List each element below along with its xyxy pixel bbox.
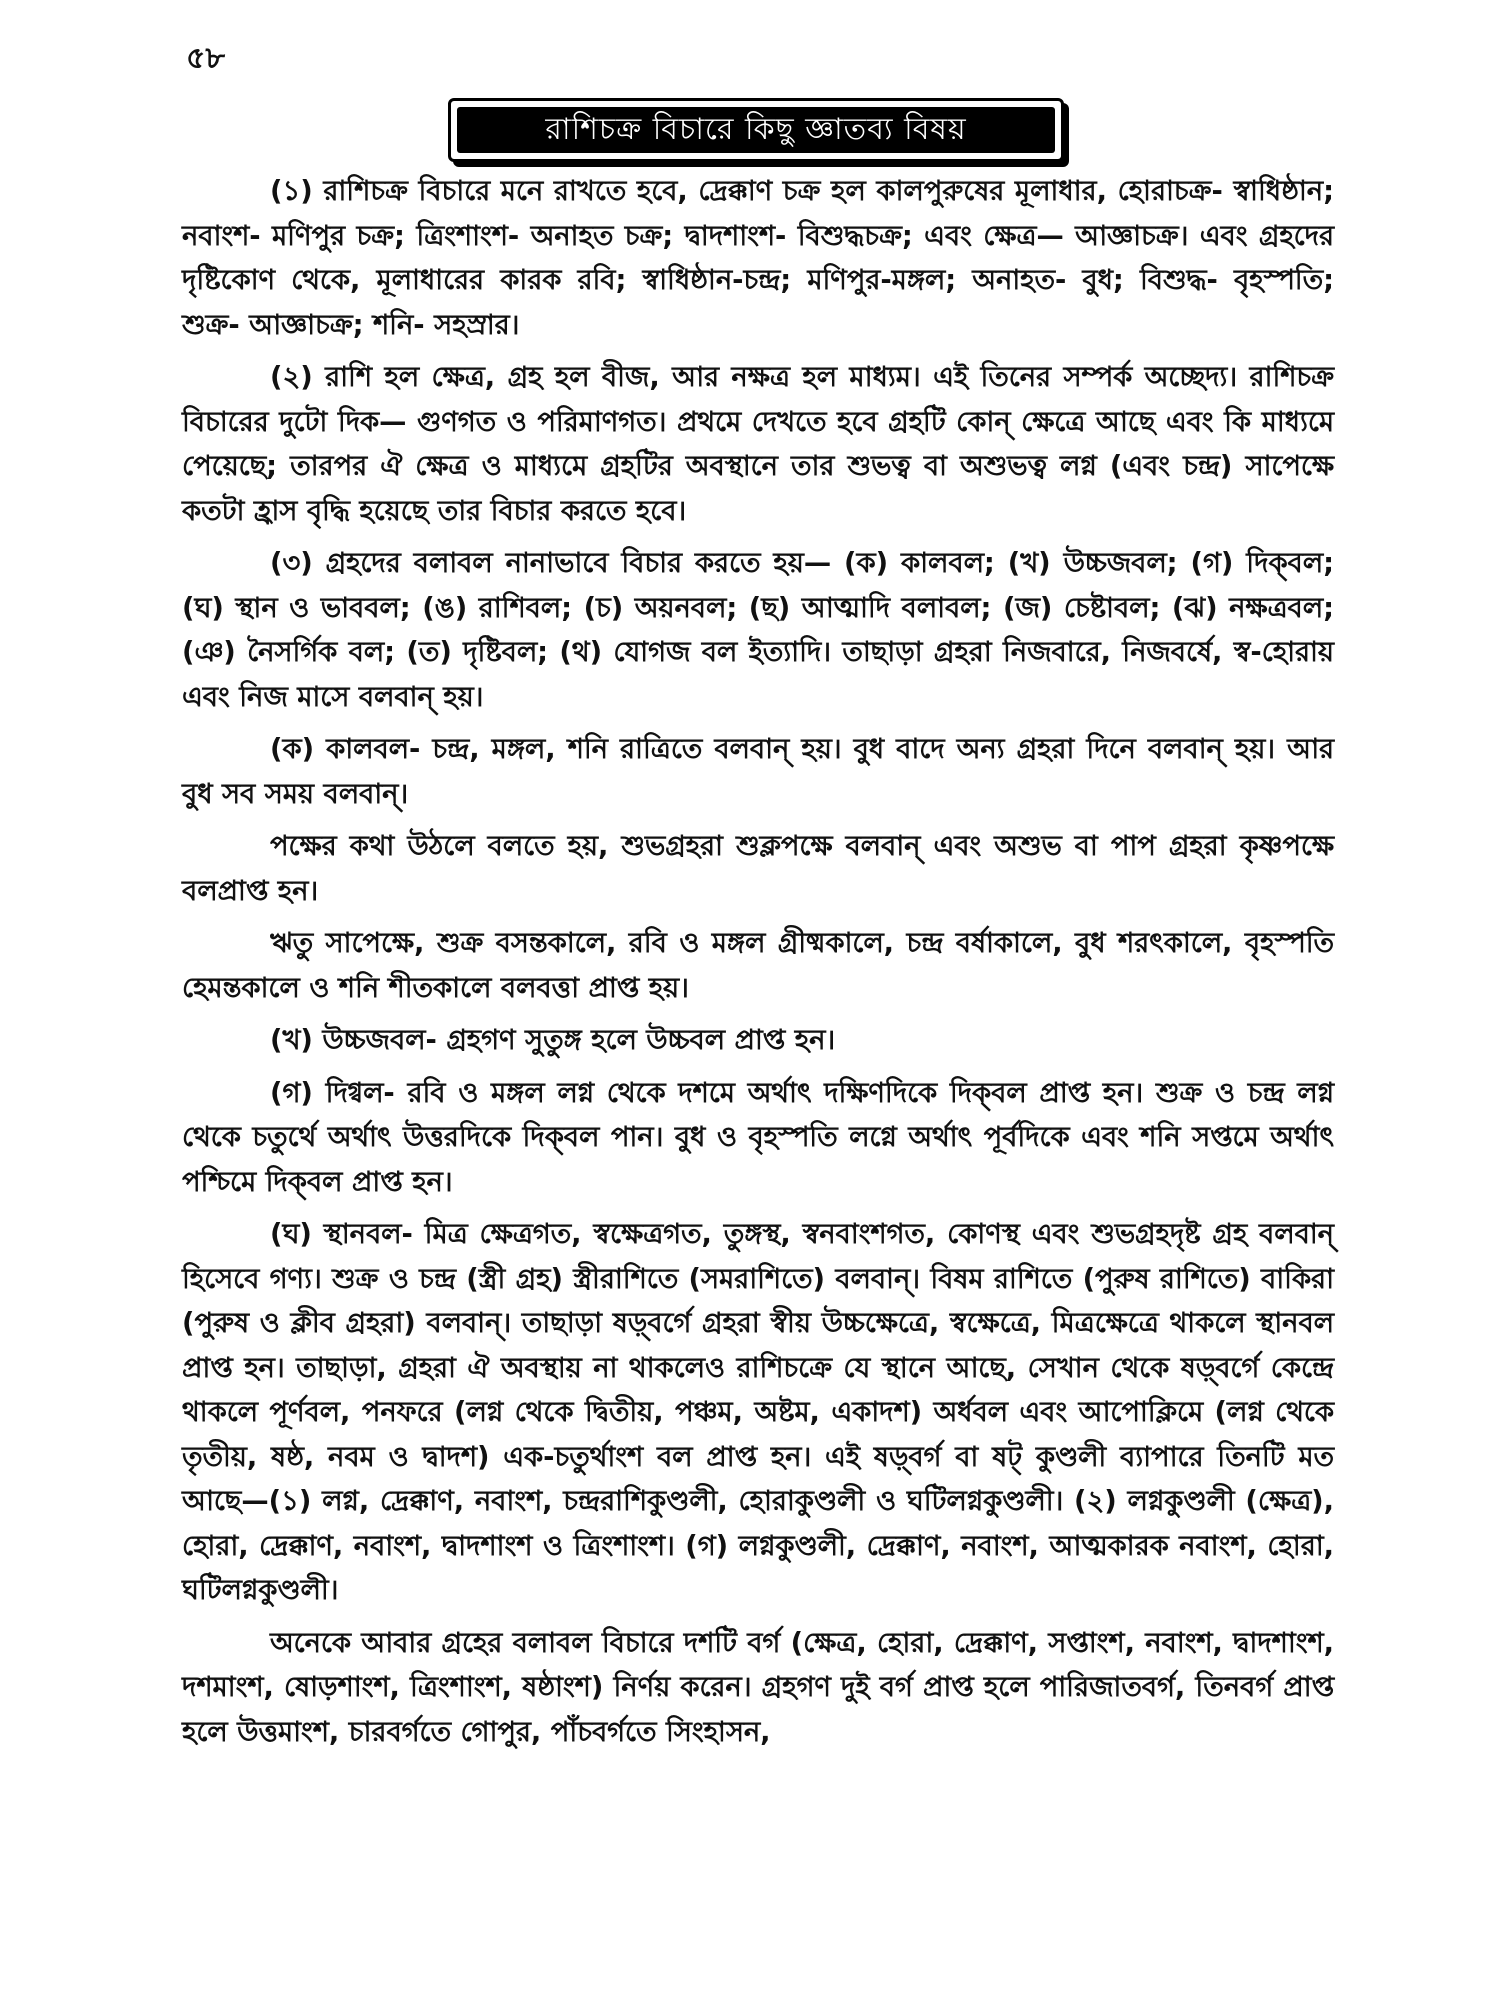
term-sthanabal: স্থানবল- [323,1219,413,1250]
term-digbal: দিগ্বল- [325,1077,395,1109]
body-text [182,170,1334,1755]
item-label: (খ) [270,1025,323,1056]
paragraph-kalabal [182,728,1334,817]
paragraph-digbal [182,1072,1334,1206]
term-kalabal: কালবল- [326,734,421,765]
paragraph-1: (১) রাশিচক্র বিচারে মনে রাখতে হবে, দ্রেক্কাণ চক্র হল কালপুরুষের মূলাধার, হোরাচক্র- স্বাধিষ্ঠান; নবাংশ- মণিপুর চক্র; ত্রিংশাংশ- অনাহত চক্র; দ্বাদশাংশ- বিশুদ্ধচক্র; এবং ক্ষেত্র— আজ্ঞাচক্র। এবং গ্রহদের দৃষ্টিকোণ থেকে, মূলাধারের কারক রবি; স্বাধিষ্ঠান-চন্দ্র; মণিপুর-মঙ্গল; অনাহত- বুধ; বিশুদ্ধ- বৃহস্পতি; শুক্র- আজ্ঞাচক্র; শনি- সহস্রার। [182,176,1334,341]
paragraph-text: রবি ও মঙ্গল লগ্ন থেকে দশমে অর্থাৎ দক্ষিণদিকে দিক্‌বল প্রাপ্ত হন। শুক্র ও চন্দ্র লগ্ন থেকে চতুর্থে অর্থাৎ উত্তরদিকে দিক্‌বল পান। বুধ ও বৃহস্পতি লগ্নে অর্থাৎ পূর্বদিকে এবং শনি সপ্তমে অর্থাৎ পশ্চিমে দিক্‌বল প্রাপ্ত হন। [182,1077,1334,1198]
item-label: (গ) [270,1077,326,1109]
item-label: (ঘ) [270,1219,324,1250]
paragraph-paksha: পক্ষের কথা উঠলে বলতে হয়, শুভগ্রহরা শুক্লপক্ষে বলবান্ এবং অশুভ বা পাপ গ্রহরা কৃষ্ণপক্ষে বলপ্রাপ্ত হন। [182,831,1334,907]
paragraph-dashavarga: অনেকে আবার গ্রহের বলাবল বিচারে দশটি বর্গ (ক্ষেত্র, হোরা, দ্রেক্কাণ, সপ্তাংশ, নবাংশ, দ্বাদশাংশ, দশমাংশ, ষোড়শাংশ, ত্রিংশাংশ, ষষ্ঠাংশ) নির্ণয় করেন। গ্রহগণ দুই বর্গ প্রাপ্ত হলে পারিজাতবর্গ, তিনবর্গ প্রাপ্ত হলে উত্তমাংশ, চারবর্গতে গোপুর, পাঁচবর্গতে সিংহাসন, [182,1627,1334,1748]
paragraph-text: গ্রহগণ সুতুঙ্গ হলে উচ্চবল প্রাপ্ত হন। [436,1025,836,1056]
page-title: রাশিচক্র বিচারে কিছু জ্ঞাতব্য বিষয় [457,107,1055,153]
paragraph-2: (২) রাশি হল ক্ষেত্র, গ্রহ হল বীজ, আর নক্ষত্র হল মাধ্যম। এই তিনের সম্পর্ক অচ্ছেদ্য। রাশিচক্র বিচারের দুটো দিক— গুণগত ও পরিমাণগত। প্রথমে দেখতে হবে গ্রহটি কোন্ ক্ষেত্রে আছে এবং কি মাধ্যমে পেয়েছে; তারপর ঐ ক্ষেত্র ও মাধ্যমে গ্রহটির অবস্থানে তার শুভত্ব বা অশুভত্ব লগ্ন (এবং চন্দ্র) সাপেক্ষে কতটা হ্রাস বৃদ্ধি হয়েছে তার বিচার করতে হবে। [182,362,1334,527]
paragraph-text: মিত্র ক্ষেত্রগত, স্বক্ষেত্রগত, তুঙ্গস্থ, স্বনবাংশগত, কোণস্থ এবং শুভগ্রহদৃষ্ট গ্রহ বলবান্ হিসেবে গণ্য। শুক্র ও চন্দ্র (স্ত্রী গ্রহ) স্ত্রীরাশিতে (সমরাশিতে) বলবান্। বিষম রাশিতে (পুরুষ রাশিতে) বাকিরা (পুরুষ ও ক্লীব গ্রহরা) বলবান্। তাছাড়া ষড়্‌বর্গে গ্রহরা স্বীয় উচ্চক্ষেত্রে, স্বক্ষেত্রে, মিত্রক্ষেত্রে থাকলে স্থানবল প্রাপ্ত হন। তাছাড়া, গ্রহরা ঐ অবস্থায় না থাকলেও রাশিচক্রে যে স্থানে আছে, সেখান থেকে ষড়্‌বর্গে কেন্দ্রে থাকলে পূর্ণবল, পনফরে (লগ্ন থেকে দ্বিতীয়, পঞ্চম, অষ্টম, একাদশ) অর্ধবল এবং আপোক্লিমে (লগ্ন থেকে তৃতীয়, ষষ্ঠ, নবম ও দ্বাদশ) এক-চতুর্থাংশ বল প্রাপ্ত হন। এই ষড়্‌বর্গ বা ষট্ কুণ্ডলী ব্যাপারে তিনটি মত আছে—(১) লগ্ন, দ্রেক্কাণ, নবাংশ, চন্দ্ররাশিকুণ্ডলী, হোরাকুণ্ডলী ও ঘটিলগ্নকুণ্ডলী। (২) লগ্নকুণ্ডলী (ক্ষেত্র), হোরা, দ্রেক্কাণ, নবাংশ, দ্বাদশাংশ ও ত্রিংশাংশ। (গ) লগ্নকুণ্ডলী, দ্রেক্কাণ, নবাংশ, আত্মকারক নবাংশ, হোরা, ঘটিলগ্নকুণ্ডলী। [182,1219,1334,1606]
paragraph-sthanabal [182,1213,1334,1614]
page-number: ৫৮ [186,41,225,76]
paragraph-text: চন্দ্র, মঙ্গল, শনি রাত্রিতে বলবান্ হয়। বুধ বাদে অন্য গ্রহরা দিনে বলবান্ হয়। আর বুধ সব সময় বলবান্। [182,734,1334,810]
paragraph-ucchabal [182,1019,1334,1064]
term-ucchabal: উচ্চজবল- [322,1025,437,1056]
heading-box [448,98,1064,162]
paragraph-3: (৩) গ্রহদের বলাবল নানাভাবে বিচার করতে হয়— (ক) কালবল; (খ) উচ্চজবল; (গ) দিক্‌বল; (ঘ) স্থান ও ভাববল; (ঙ) রাশিবল; (চ) অয়নবল; (ছ) আত্মাদি বলাবল; (জ) চেষ্টাবল; (ঝ) নক্ষত্রবল; (ঞ) নৈসর্গিক বল; (ত) দৃষ্টিবল; (থ) যোগজ বল ইত্যাদি। তাছাড়া গ্রহরা নিজবারে, নিজবর্ষে, স্ব-হোরায় এবং নিজ মাসে বলবান্ হয়। [182,548,1334,713]
paragraph-ritu: ঋতু সাপেক্ষে, শুক্র বসন্তকালে, রবি ও মঙ্গল গ্রীষ্মকালে, চন্দ্র বর্ষাকালে, বুধ শরৎকালে, বৃহস্পতি হেমন্তকালে ও শনি শীতকালে বলবত্তা প্রাপ্ত হয়। [182,928,1334,1004]
item-label: (ক) [270,734,327,765]
